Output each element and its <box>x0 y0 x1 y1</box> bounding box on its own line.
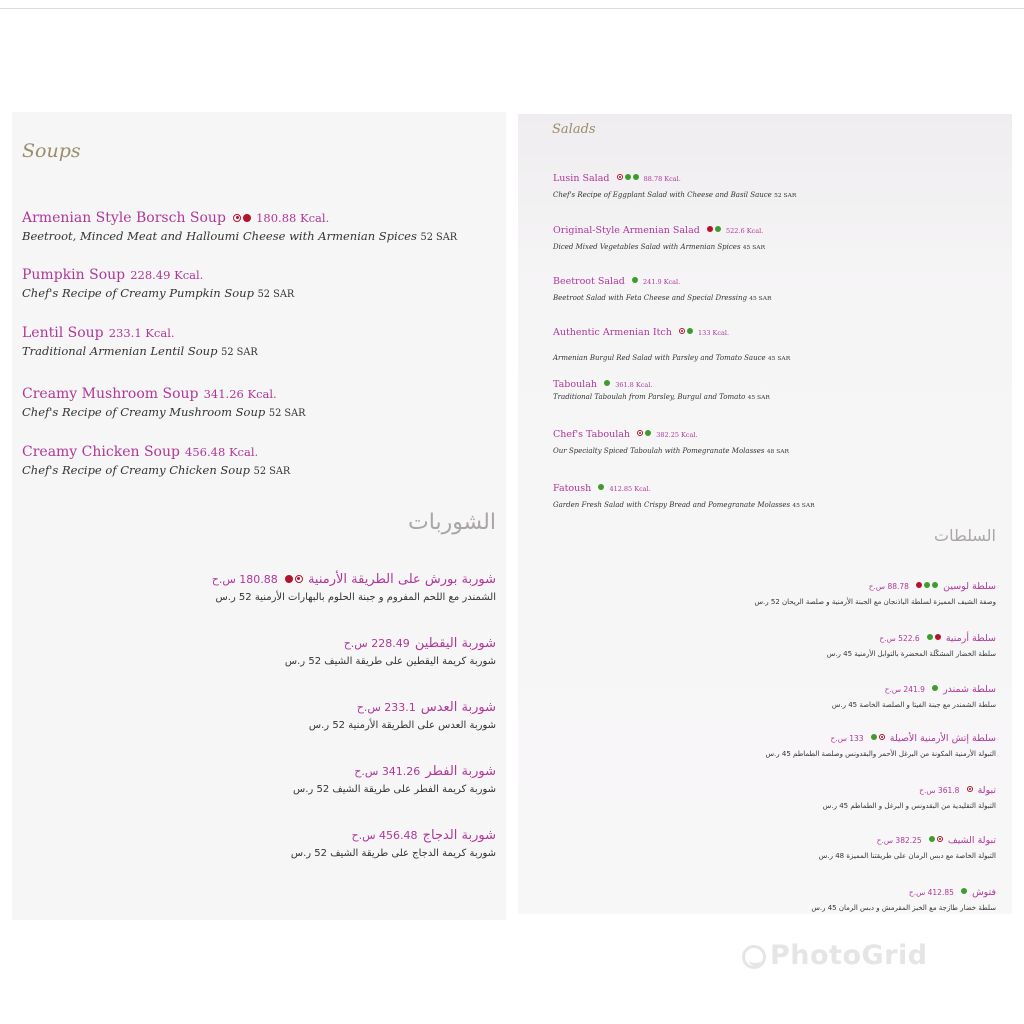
salad-item-fatoush <box>553 476 1002 509</box>
green-dot-icon <box>632 277 638 283</box>
salad-item-armenian <box>553 218 1002 251</box>
green-dot-icon <box>598 484 604 490</box>
photogrid-watermark <box>742 940 928 971</box>
item-desc: Diced Mixed Vegetables Salad with Armenian Spices <box>553 243 741 251</box>
item-name: سلطة إتش الأرمنية الأصيلة <box>889 733 996 744</box>
item-name: سلطة أرمنية <box>945 633 996 644</box>
item-price: 48 SAR <box>766 448 790 455</box>
item-kcal: 133 Kcal. <box>698 329 730 337</box>
item-desc: شوربة كريمة اليقطين على طريقة الشيف 52 ر.س <box>284 656 496 667</box>
item-desc: Traditional Taboulah from Parsley, Burgul and Tomato <box>553 393 746 401</box>
salads-title: Salads <box>552 122 596 137</box>
salad-item-itch-arabic <box>528 726 996 758</box>
item-name: شوربة بورش على الطريقة الأرمنية <box>307 572 496 587</box>
item-kcal: 456.48 Kcal. <box>185 445 259 459</box>
item-desc: Beetroot Salad with Feta Cheese and Special Dressing <box>553 294 747 302</box>
red-dot-icon <box>243 214 251 222</box>
soup-item-borsch <box>22 207 496 243</box>
salads-title-arabic: السلطات <box>934 526 996 545</box>
green-dot-icon <box>924 582 930 588</box>
salad-item-fatoush-arabic <box>528 880 996 912</box>
watermark-text: PhotoGrid <box>770 940 928 971</box>
item-price: 45 SAR <box>742 244 766 251</box>
item-price: 45 SAR <box>767 355 791 362</box>
soups-title-arabic: الشوربات <box>408 510 496 535</box>
item-name: تبولة <box>977 785 996 796</box>
item-name: Original-Style Armenian Salad <box>553 225 700 236</box>
item-kcal: 522.6 س.ح <box>879 634 920 643</box>
item-name: Chef's Taboulah <box>553 429 631 440</box>
item-desc: سلطة خضار طازجة مع الخبز المقرمش و دبس الرمان 45 ر.س <box>811 904 996 912</box>
item-kcal: 361.8 س.ح <box>919 786 960 795</box>
item-desc: سلطة الخضار المشكّلة المحضرة بالتوابل الأرمنية 45 ر.س <box>826 650 996 658</box>
green-dot-icon <box>871 734 877 740</box>
item-name: فتوش <box>972 887 996 898</box>
item-desc: Chef's Recipe of Eggplant Salad with Cheese and Basil Sauce <box>553 191 772 199</box>
item-price: 52 SAR <box>420 232 458 243</box>
vegetarian-icon <box>617 174 623 180</box>
soups-title: Soups <box>22 140 81 162</box>
item-desc: الشمندر مع اللحم المفروم و جبنة الحلوم بالبهارات الأرمنية 52 ر.س <box>215 592 496 603</box>
item-desc: Beetroot, Minced Meat and Halloumi Cheese with Armenian Spices <box>22 229 417 243</box>
red-dot-icon <box>707 226 713 232</box>
salad-item-taboulah-arabic <box>528 778 996 810</box>
item-desc: سلطة الشمندر مع جبنة الفيتا و الصلصة الخاصة 45 ر.س <box>831 701 996 709</box>
item-desc: التبولة التقليدية من البقدونس و البرغل و الطماطم 45 ر.س <box>822 802 996 810</box>
salad-item-chefs-taboulah <box>553 422 1002 455</box>
item-name: Armenian Style Borsch Soup <box>22 210 226 226</box>
item-desc: Chef's Recipe of Creamy Mushroom Soup <box>22 405 266 419</box>
green-dot-icon <box>929 836 935 842</box>
salad-item-lusin <box>553 166 1002 199</box>
green-dot-icon <box>932 582 938 588</box>
item-name: سلطة لوسين <box>943 581 996 592</box>
salad-item-lusin-arabic <box>528 574 996 606</box>
item-name: شوربة العدس <box>420 700 496 715</box>
item-kcal: 382.25 س.ح <box>876 836 922 845</box>
item-name: Pumpkin Soup <box>22 267 126 283</box>
salad-item-itch <box>553 320 1002 362</box>
soup-item-mushroom <box>22 383 496 419</box>
item-kcal: 241.9 Kcal. <box>643 278 681 286</box>
item-kcal: 180.88 Kcal. <box>256 211 330 225</box>
item-price: 45 SAR <box>749 295 772 302</box>
item-price: 45 SAR <box>792 502 815 509</box>
green-dot-icon <box>961 888 967 894</box>
item-kcal: 341.26 Kcal. <box>203 387 277 401</box>
item-kcal: 133 س.ح <box>830 734 864 743</box>
salad-item-beetroot-arabic <box>528 677 996 709</box>
soup-item-pumpkin-arabic <box>22 632 496 667</box>
item-name: شوربة الفطر <box>425 764 496 779</box>
green-dot-icon <box>645 430 651 436</box>
soup-item-chicken <box>22 441 496 477</box>
item-kcal: 412.85 س.ح <box>908 888 954 897</box>
item-name: تبولة الشيف <box>947 835 996 846</box>
vegetarian-icon <box>937 836 943 842</box>
item-kcal: 241.9 س.ح <box>884 685 925 694</box>
item-kcal: 341.26 س.ح <box>354 765 421 778</box>
item-kcal: 412.85 Kcal. <box>609 485 651 493</box>
salad-item-taboulah <box>553 372 1002 401</box>
vegetarian-icon <box>879 734 885 740</box>
red-dot-icon <box>935 634 941 640</box>
green-dot-icon <box>927 634 933 640</box>
soup-item-lentil <box>22 322 496 358</box>
item-desc: Chef's Recipe of Creamy Pumpkin Soup <box>22 286 254 300</box>
soup-item-chicken-arabic <box>22 824 496 859</box>
vegetarian-icon <box>295 575 303 583</box>
green-dot-icon <box>625 174 631 180</box>
salads-menu-page <box>518 114 1012 914</box>
item-kcal: 228.49 س.ح <box>343 637 410 650</box>
item-desc: Traditional Armenian Lentil Soup <box>22 344 218 358</box>
item-price: 52 SAR <box>774 192 797 199</box>
item-name: Fatoush <box>553 483 592 494</box>
item-kcal: 88.78 Kcal. <box>643 175 681 183</box>
item-kcal: 180.88 س.ح <box>211 573 278 586</box>
item-kcal: 382.25 Kcal. <box>656 431 698 439</box>
item-name: Authentic Armenian Itch <box>553 327 672 338</box>
item-kcal: 456.48 س.ح <box>351 829 418 842</box>
soup-item-lentil-arabic <box>22 696 496 731</box>
item-name: Creamy Chicken Soup <box>22 444 180 460</box>
item-kcal: 228.49 Kcal. <box>130 268 204 282</box>
green-dot-icon <box>633 174 639 180</box>
red-dot-icon <box>916 582 922 588</box>
vegetarian-icon <box>637 430 643 436</box>
item-price: 52 SAR <box>221 347 258 358</box>
item-name: Lusin Salad <box>553 173 610 184</box>
soup-item-borsch-arabic <box>22 568 496 603</box>
green-dot-icon <box>687 328 693 334</box>
item-price: 45 SAR <box>747 394 770 401</box>
item-desc: Armenian Burgul Red Salad with Parsley and Tomato Sauce <box>553 354 766 362</box>
green-dot-icon <box>932 685 938 691</box>
item-desc: التبولة الأرمنية المكونة من البرغل الأحمر والبقدونس وصلصة الطماطم 45 ر.س <box>765 750 996 758</box>
vegetarian-icon <box>233 214 241 222</box>
item-price: 52 SAR <box>257 289 295 300</box>
item-desc: وصفة الشيف المميزة لسلطة الباذنجان مع الجبنة الأرمنية و صلصة الريحان 52 ر.س <box>754 598 996 606</box>
item-price: 52 SAR <box>268 408 306 419</box>
top-divider <box>0 8 1024 9</box>
item-price: 52 SAR <box>253 466 291 477</box>
item-kcal: 522.6 Kcal. <box>726 227 764 235</box>
salad-item-chefs-taboulah-arabic <box>528 828 996 860</box>
soup-item-mushroom-arabic <box>22 760 496 795</box>
item-desc: شوربة كريمة الدجاج على طريقة الشيف 52 ر.س <box>290 848 496 859</box>
salad-item-armenian-arabic <box>528 626 996 658</box>
item-desc: Our Specialty Spiced Taboulah with Pomegranate Molasses <box>553 447 765 455</box>
soup-item-pumpkin <box>22 264 496 300</box>
red-dot-icon <box>285 575 293 583</box>
vegetarian-icon <box>967 786 973 792</box>
item-desc: شوربة كريمة الفطر على طريقة الشيف 52 ر.س <box>293 784 496 795</box>
item-kcal: 88.78 س.ح <box>868 582 909 591</box>
item-name: سلطة شمندر <box>943 684 996 695</box>
item-name: شوربة الدجاج <box>422 828 496 843</box>
item-kcal: 233.1 س.ح <box>356 701 416 714</box>
green-dot-icon <box>715 226 721 232</box>
item-kcal: 233.1 Kcal. <box>108 326 175 340</box>
item-kcal: 361.8 Kcal. <box>615 381 653 389</box>
salad-item-beetroot <box>553 269 1002 302</box>
item-desc: شوربة العدس على الطريقة الأرمنية 52 ر.س <box>308 720 496 731</box>
item-desc: Chef's Recipe of Creamy Chicken Soup <box>22 463 250 477</box>
green-dot-icon <box>604 380 610 386</box>
item-name: Creamy Mushroom Soup <box>22 386 199 402</box>
vegetarian-icon <box>679 328 685 334</box>
item-name: Lentil Soup <box>22 325 104 341</box>
item-name: Beetroot Salad <box>553 276 625 287</box>
item-desc: التبولة الخاصة مع دبس الرمان على طريقتنا المميزة 48 ر.س <box>818 852 996 860</box>
item-desc: Garden Fresh Salad with Crispy Bread and Pomegranate Molasses <box>553 501 791 509</box>
soups-menu-page <box>12 112 506 920</box>
smiley-icon <box>742 945 766 969</box>
item-name: شوربة اليقطين <box>414 636 496 651</box>
item-name: Taboulah <box>553 379 598 390</box>
